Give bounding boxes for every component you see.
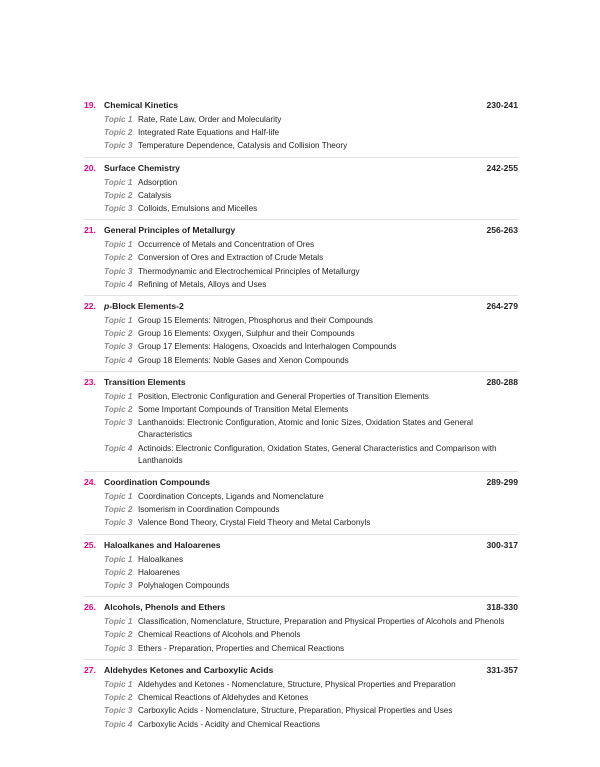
topic-row[interactable] — [84, 616, 518, 628]
topic-text: Haloalkanes — [138, 554, 184, 564]
topic-row[interactable] — [84, 252, 518, 264]
topic-label — [84, 190, 136, 202]
topic-text: Group 17 Elements: Halogens, Oxoacids and Interhalogen Compounds — [138, 342, 397, 352]
chapter-title — [104, 475, 470, 490]
topic-number: 2 — [127, 630, 133, 640]
topic-word: Topic — [104, 679, 126, 689]
topic-label — [84, 443, 136, 455]
chapter-page-range: 242-255 — [486, 162, 518, 173]
topic-word: Topic — [104, 492, 126, 502]
topic-label — [84, 355, 136, 367]
topic-label — [84, 391, 136, 403]
chapter-title — [104, 600, 470, 615]
chapter-entry — [84, 161, 518, 221]
chapter-title — [104, 98, 470, 113]
topic-number: 1 — [127, 316, 133, 326]
topic-text: Coordination Concepts, Ligands and Nomenclature — [138, 492, 324, 502]
topic-row[interactable] — [84, 705, 518, 717]
chapter-page-range: 318-330 — [486, 602, 518, 613]
chapter-heading[interactable] — [84, 375, 518, 390]
chapter-number: 24. — [84, 477, 96, 488]
topic-row[interactable] — [84, 328, 518, 340]
topic-text: Group 18 Elements: Noble Gases and Xenon Compounds — [138, 355, 349, 365]
topic-row[interactable] — [84, 567, 518, 579]
chapter-number: 25. — [84, 539, 96, 550]
topic-row[interactable] — [84, 491, 518, 503]
topic-label — [84, 252, 136, 264]
topic-label — [84, 616, 136, 628]
topic-number: 3 — [127, 418, 133, 428]
topic-number: 3 — [127, 204, 133, 214]
chapter-heading[interactable] — [84, 161, 518, 176]
topic-text: Polyhalogen Compounds — [138, 581, 230, 591]
chapter-title-text: -Block Elements-2 — [109, 301, 184, 312]
topic-row[interactable] — [84, 404, 518, 416]
topic-number: 1 — [127, 240, 133, 250]
topic-text: Classification, Nomenclature, Structure, Preparation and Physical Properties of Alcohols and Phenols — [138, 617, 505, 627]
chapter-page-range: 256-263 — [486, 225, 518, 236]
topic-text: Actinoids: Electronic Configuration, Oxidation States, General Characteristics and Comparison with Lanthanoids — [138, 443, 497, 465]
topic-label — [84, 417, 136, 429]
topic-label — [84, 567, 136, 579]
topic-text: Thermodynamic and Electrochemical Principles of Metallurgy — [138, 266, 360, 276]
topic-number: 2 — [127, 253, 133, 263]
chapter-title — [104, 375, 470, 390]
topic-word: Topic — [104, 279, 126, 289]
topic-row[interactable] — [84, 719, 518, 731]
topic-number: 2 — [127, 505, 133, 515]
topic-label — [84, 279, 136, 291]
topic-number: 1 — [127, 492, 133, 502]
topic-word: Topic — [104, 253, 126, 263]
topic-text: Aldehydes and Ketones - Nomenclature, Structure, Physical Properties and Preparation — [138, 679, 456, 689]
topic-number: 3 — [127, 643, 133, 653]
topic-text: Chemical Reactions of Aldehydes and Ketones — [138, 693, 309, 703]
topic-number: 3 — [127, 342, 133, 352]
topic-word: Topic — [104, 115, 126, 124]
topic-word: Topic — [104, 643, 126, 653]
chapter-heading[interactable] — [84, 299, 518, 314]
topic-row[interactable] — [84, 140, 518, 152]
topic-number: 1 — [127, 554, 133, 564]
chapter-number: 27. — [84, 664, 96, 675]
topic-number: 3 — [127, 141, 133, 151]
chapter-heading[interactable] — [84, 663, 518, 678]
topic-text: Ethers - Preparation, Properties and Chemical Reactions — [138, 643, 345, 653]
chapter-heading[interactable] — [84, 98, 518, 113]
topic-number: 3 — [127, 706, 133, 716]
topic-row[interactable] — [84, 355, 518, 367]
topic-label — [84, 504, 136, 516]
topic-word: Topic — [104, 355, 126, 365]
topic-text: Occurrence of Metals and Concentration of Ores — [138, 240, 315, 250]
topic-number: 1 — [127, 679, 133, 689]
topic-label — [84, 328, 136, 340]
topic-word: Topic — [104, 190, 126, 200]
chapter-heading[interactable] — [84, 538, 518, 553]
topic-label — [84, 177, 136, 189]
chapter-page-range: 289-299 — [486, 477, 518, 488]
topic-word: Topic — [104, 266, 126, 276]
chapter-title-text: Haloalkanes and Haloarenes — [104, 539, 221, 550]
topic-word: Topic — [104, 706, 126, 716]
topic-label — [84, 315, 136, 327]
topic-word: Topic — [104, 581, 126, 591]
topic-number: 1 — [127, 617, 133, 627]
topic-text: Rate, Rate Law, Order and Molecularity — [138, 115, 282, 124]
topic-word: Topic — [104, 128, 126, 138]
topic-number: 2 — [127, 329, 133, 339]
topic-row[interactable] — [84, 190, 518, 202]
topic-text: Refining of Metals, Alloys and Uses — [138, 279, 267, 289]
topic-text: Valence Bond Theory, Crystal Field Theory and Metal Carbonyls — [138, 518, 371, 528]
topic-label — [84, 692, 136, 704]
chapter-title — [104, 538, 470, 553]
topic-number: 4 — [127, 279, 133, 289]
topic-label — [84, 629, 136, 641]
topic-label — [84, 404, 136, 416]
topic-label — [84, 341, 136, 353]
topic-label — [84, 127, 136, 139]
topic-label — [84, 719, 136, 731]
topic-label — [84, 266, 136, 278]
topic-text: Adsorption — [138, 177, 178, 187]
topic-text: Some Important Compounds of Transition Metal Elements — [138, 405, 349, 415]
topic-number: 1 — [127, 177, 133, 187]
chapter-title — [104, 161, 470, 176]
topic-number: 2 — [127, 693, 133, 703]
topic-word: Topic — [104, 418, 126, 428]
topic-word: Topic — [104, 719, 126, 729]
chapter-page-range: 280-288 — [486, 376, 518, 387]
topic-word: Topic — [104, 554, 126, 564]
table-of-contents — [84, 98, 518, 738]
chapter-entry — [84, 223, 518, 296]
chapter-page-range: 331-357 — [486, 664, 518, 675]
chapter-title-text: Transition Elements — [104, 376, 186, 387]
topic-row[interactable] — [84, 239, 518, 251]
topic-row[interactable] — [84, 629, 518, 641]
chapter-heading[interactable] — [84, 223, 518, 238]
topic-label — [84, 203, 136, 215]
chapter-entry — [84, 98, 518, 158]
chapter-title-text: Alcohols, Phenols and Ethers — [104, 602, 226, 613]
topic-text: Isomerism in Coordination Compounds — [138, 505, 280, 515]
topic-word: Topic — [104, 240, 126, 250]
topic-row[interactable] — [84, 266, 518, 278]
topic-row[interactable] — [84, 517, 518, 529]
chapter-entry — [84, 475, 518, 535]
topic-word: Topic — [104, 567, 126, 577]
topic-text: Colloids, Emulsions and Micelles — [138, 204, 258, 214]
topic-row[interactable] — [84, 127, 518, 139]
topic-number: 2 — [127, 405, 133, 415]
chapter-page-range: 264-279 — [486, 301, 518, 312]
chapter-title-text: General Principles of Metallurgy — [104, 225, 236, 236]
topic-word: Topic — [104, 405, 126, 415]
topic-label — [84, 580, 136, 592]
topic-row[interactable] — [84, 315, 518, 327]
topic-word: Topic — [104, 391, 126, 401]
topic-word: Topic — [104, 617, 126, 627]
topic-word: Topic — [104, 505, 126, 515]
topic-label — [84, 705, 136, 717]
topic-label — [84, 114, 136, 126]
topic-label — [84, 140, 136, 152]
topic-text: Chemical Reactions of Alcohols and Phenols — [138, 630, 301, 640]
chapter-title-text: Chemical Kinetics — [104, 100, 179, 110]
chapter-title — [104, 223, 470, 238]
topic-text: Lanthanoids: Electronic Configuration, Atomic and Ionic Sizes, Oxidation States and General Characteristics — [138, 418, 473, 440]
topic-row[interactable] — [84, 391, 518, 403]
chapter-page-range: 300-317 — [486, 539, 518, 550]
topic-row[interactable] — [84, 341, 518, 353]
topic-row[interactable] — [84, 177, 518, 189]
topic-number: 4 — [127, 355, 133, 365]
topic-label — [84, 643, 136, 655]
topic-label — [84, 517, 136, 529]
topic-word: Topic — [104, 141, 126, 151]
topic-number: 3 — [127, 266, 133, 276]
topic-number: 1 — [127, 115, 133, 124]
chapter-heading[interactable] — [84, 475, 518, 490]
chapter-page-range: 230-241 — [486, 100, 518, 110]
topic-word: Topic — [104, 342, 126, 352]
topic-word: Topic — [104, 177, 126, 187]
topic-word: Topic — [104, 329, 126, 339]
chapter-entry — [84, 600, 518, 660]
topic-word: Topic — [104, 204, 126, 214]
topic-word: Topic — [104, 518, 126, 528]
topic-word: Topic — [104, 443, 126, 453]
topic-number: 2 — [127, 567, 133, 577]
topic-text: Catalysis — [138, 190, 172, 200]
topic-text: Group 16 Elements: Oxygen, Sulphur and their Compounds — [138, 329, 355, 339]
topic-number: 3 — [127, 581, 133, 591]
topic-number: 2 — [127, 190, 133, 200]
chapter-entry — [84, 538, 518, 598]
topic-row[interactable] — [84, 417, 518, 441]
topic-label — [84, 679, 136, 691]
chapter-title — [104, 299, 470, 314]
topic-label — [84, 239, 136, 251]
chapter-title-text: Coordination Compounds — [104, 477, 210, 488]
topic-word: Topic — [104, 630, 126, 640]
topic-text: Temperature Dependence, Catalysis and Collision Theory — [138, 141, 348, 151]
topic-text: Carboxylic Acids - Nomenclature, Structure, Preparation, Physical Properties and Uses — [138, 706, 453, 716]
chapter-heading[interactable] — [84, 600, 518, 615]
chapter-number: 19. — [84, 100, 96, 110]
topic-word: Topic — [104, 693, 126, 703]
topic-number: 3 — [127, 518, 133, 528]
topic-text: Group 15 Elements: Nitrogen, Phosphorus and their Compounds — [138, 316, 373, 326]
topic-text: Conversion of Ores and Extraction of Crude Metals — [138, 253, 324, 263]
topic-row[interactable] — [84, 580, 518, 592]
topic-number: 2 — [127, 128, 133, 138]
chapter-number: 21. — [84, 225, 96, 236]
topic-row[interactable] — [84, 203, 518, 215]
chapter-title — [104, 663, 470, 678]
topic-number: 4 — [127, 719, 133, 729]
topic-row[interactable] — [84, 504, 518, 516]
topic-label — [84, 554, 136, 566]
topic-number: 4 — [127, 443, 133, 453]
chapter-title-italic: p — [104, 301, 110, 312]
topic-row[interactable] — [84, 443, 518, 467]
chapter-number: 23. — [84, 376, 96, 387]
chapter-entry — [84, 375, 518, 472]
topic-number: 1 — [127, 391, 133, 401]
topic-row[interactable] — [84, 643, 518, 655]
topic-text: Position, Electronic Configuration and General Properties of Transition Elements — [138, 391, 429, 401]
chapter-number: 22. — [84, 301, 96, 312]
topic-text: Carboxylic Acids - Acidity and Chemical Reactions — [138, 719, 321, 729]
chapter-title-text: Surface Chemistry — [104, 162, 180, 173]
topic-text: Integrated Rate Equations and Half-life — [138, 128, 280, 138]
topic-text: Haloarenes — [138, 567, 180, 577]
chapter-entry — [84, 299, 518, 372]
chapter-entry — [84, 663, 518, 735]
topic-word: Topic — [104, 316, 126, 326]
chapter-number: 20. — [84, 162, 96, 173]
topic-row[interactable] — [84, 554, 518, 566]
topic-row[interactable] — [84, 114, 518, 126]
topic-label — [84, 491, 136, 503]
topic-row[interactable] — [84, 679, 518, 691]
topic-row[interactable] — [84, 279, 518, 291]
chapter-title-text: Aldehydes Ketones and Carboxylic Acids — [104, 664, 274, 675]
topic-row[interactable] — [84, 692, 518, 704]
chapter-number: 26. — [84, 602, 96, 613]
